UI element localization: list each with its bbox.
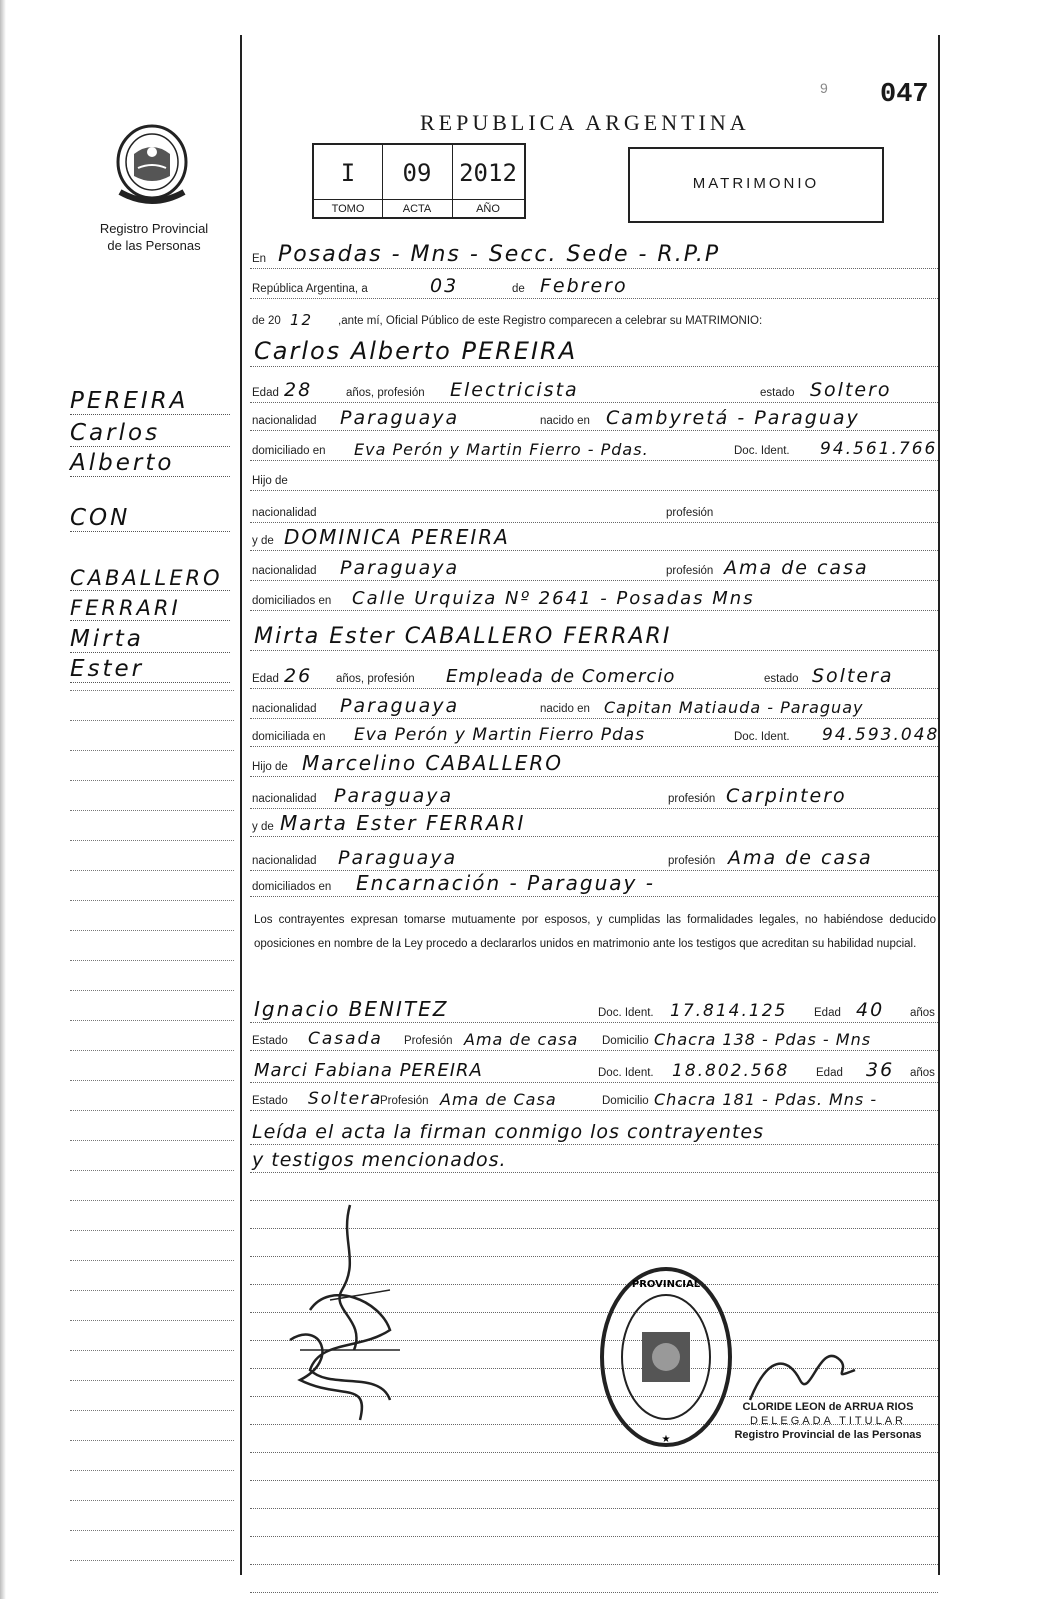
svg-text:PROVINCIAL: PROVINCIAL [631,1279,701,1290]
tomo-value: I [340,159,356,187]
blank-ruled-line [250,1176,938,1201]
bride-padres-dom-label: domiciliados en [252,881,332,893]
bride-padres-dom-row [250,872,938,897]
bride-nacido-label: nacido en [540,703,590,715]
margin-line-8: Ester [70,656,230,683]
witness1-doc: 17.814.125 [670,1001,788,1021]
margin-ruled-line [70,1080,234,1081]
official-title: DELEGADA TITULAR [750,1415,906,1427]
folio-number: 047 [880,80,929,110]
bride-padre: Marcelino CABALLERO [302,751,564,775]
registry-seal [596,1262,736,1452]
groom-padres-dom-label: domiciliados en [252,595,332,607]
witness2-domicilio: Chacra 181 - Pdas. Mns - [654,1090,878,1109]
margin-ruled-line [70,1020,234,1021]
margin-ruled-line [70,780,234,781]
groom-padres-dom-row [250,586,938,611]
margin-line-4: CON [70,505,230,532]
groom-age-row [250,378,938,403]
margin-ruled-line [70,1140,234,1141]
witness2-estado-label: Estado [252,1095,288,1107]
closing-row-1 [250,1116,938,1145]
margin-ruled-line [70,1380,234,1381]
date-row [250,274,938,299]
scan-edge [0,0,6,1599]
margin-ruled-line [70,900,234,901]
groom-edad: 28 [284,379,313,401]
margin-ruled-line [70,990,234,991]
groom-nac-label: nacionalidad [252,415,317,427]
box-labels [314,199,524,218]
groom-madre-prof: Ama de casa [724,557,869,579]
bride-profesion: Empleada de Comercio [446,666,676,687]
bride-estado-label: estado [764,673,799,685]
groom-domicilio: Eva Perón y Martin Fierro - Pdas. [354,440,649,459]
witness2-profesion: Ama de Casa [440,1090,557,1109]
bride-padre-prof-label: profesión [668,793,716,805]
groom-hijo-row [250,466,938,491]
registry-name-line1: Registro Provincial [99,221,209,236]
bride-hijo-row [250,752,938,777]
margin-ruled-line [70,1230,234,1231]
groom-madre-nac-label: nacionalidad [252,565,317,577]
bride-yde-label: y de [252,821,274,833]
acta-label: ACTA [382,200,453,218]
margin-ruled-line [70,1440,234,1441]
groom-dom-label: domiciliado en [252,445,326,457]
groom-estado-label: estado [760,387,795,399]
margin-rule-right [938,35,940,1575]
margin-ruled-line [70,1110,234,1111]
margin-ruled-line [70,1560,234,1561]
margin-line-1: PEREIRA [70,388,230,415]
declaration-text: Los contrayentes expresan tomarse mutuamente por esposos, y cumplidas las formalidades legales, no habiéndose deducido oposiciones en nombre de la Ley procedo a declararlos unidos en matrimonio ante los testigos que acreditan su habilidad nupcial. [254,914,936,950]
acta-value: 09 [402,159,432,187]
bride-padre-nac-row [250,784,938,809]
province-crest-icon [112,122,192,208]
blank-ruled-line [250,1512,938,1537]
groom-nac-row [250,406,938,431]
margin-line-3: Alberto [70,450,230,477]
bride-name: Mirta Ester CABALLERO FERRARI [254,624,672,649]
groom-hijo-label: Hijo de [252,475,288,487]
margin-line-2: Carlos [70,420,230,447]
margin-ruled-line [70,960,234,961]
margin-ruled-line [70,1500,234,1501]
bride-madre-nac: Paraguaya [338,847,458,869]
groom-madre-nac-row [250,556,938,581]
blank-ruled-line [250,1568,938,1593]
margin-ruled-line [70,840,234,841]
folio-prefix: 9 [820,80,828,96]
bride-dom-label: domiciliada en [252,731,326,743]
place-value: Posadas - Mns - Secc. Sede - R.P.P [278,242,721,267]
date-day: 03 [430,275,459,297]
groom-nacionalidad: Paraguaya [340,407,460,429]
margin-ruled-line [70,1200,234,1201]
official-office: Registro Provincial de las Personas [734,1429,922,1441]
bride-hijo-label: Hijo de [252,761,288,773]
witness1-profesion: Ama de casa [464,1030,579,1049]
registry-name-line2: de las Personas [107,238,201,253]
margin-line-6: FERRARI [70,596,230,621]
witness2-doc: 18.802.568 [672,1061,790,1081]
margin-ruled-line [70,810,234,811]
witness1-doc-label: Doc. Ident. [598,1007,654,1019]
tomo-label: TOMO [314,200,383,218]
groom-name: Carlos Alberto PEREIRA [254,337,578,365]
groom-madre: DOMINICA PEREIRA [284,525,510,549]
closing-row-2 [250,1146,938,1173]
bride-domicilio: Eva Perón y Martin Fierro Pdas [354,725,646,745]
groom-padre-nac-row [250,498,938,523]
bride-madre-nac-label: nacionalidad [252,855,317,867]
groom-nacido: Cambyretá - Paraguay [606,407,860,429]
groom-doc-label: Doc. Ident. [734,445,790,457]
groom-nacido-label: nacido en [540,415,590,427]
margin-ruled-line [70,1350,234,1351]
witness1-dom-label: Domicilio [602,1035,649,1047]
witness1-row [250,998,938,1023]
blank-ruled-line [250,1484,938,1509]
bride-madre-prof-label: profesión [668,855,716,867]
place-row [250,244,938,269]
margin-ruled-line [70,1290,234,1291]
margin-ruled-line [70,1050,234,1051]
bride-madre-prof: Ama de casa [728,847,873,869]
witness1-edad-label: Edad [814,1007,841,1019]
groom-estado: Soltero [810,379,892,401]
anio-label: AÑO [476,203,500,215]
intro-year-prefix: de 20 [252,315,281,327]
witness1-edad: 40 [856,999,885,1021]
witness2-prof-label: Profesión [380,1095,429,1107]
official-name: CLORIDE LEON de ARRUA RIOS [742,1401,914,1413]
bride-prof-label: años, profesión [336,673,415,685]
tomo-acta-anio-box [312,143,526,219]
margin-ruled-line [70,720,234,721]
witness1-anos-label: años [910,1007,935,1019]
intro-text: ,ante mí, Oficial Público de este Registro comparecen a celebrar su MATRIMONIO: [338,315,763,327]
witness1-prof-label: Profesión [404,1035,453,1047]
groom-madre-nac: Paraguaya [340,557,460,579]
groom-yde-label: y de [252,535,274,547]
act-type: MATRIMONIO [692,175,820,192]
bride-doc-label: Doc. Ident. [734,731,790,743]
margin-ruled-line [70,1410,234,1411]
margin-ruled-line [70,1470,234,1471]
margin-rule-left [240,35,242,1575]
date-month: Febrero [540,275,628,297]
witness1-estado-label: Estado [252,1035,288,1047]
intro-year-suffix: 12 [290,311,314,329]
witness2-anos-label: años [910,1067,935,1079]
groom-name-row [250,338,938,367]
groom-dom-row [250,436,938,461]
groom-doc: 94.561.766 [820,439,938,459]
bride-padre-nac: Paraguaya [334,785,454,807]
country-heading: REPUBLICA ARGENTINA [420,110,750,135]
bride-doc: 94.593.048 [822,725,940,745]
bride-padres-dom: Encarnación - Paraguay - [356,871,655,895]
closing-line1: Leída el acta la firman conmigo los contrayentes [252,1121,764,1143]
witness2-doc-label: Doc. Ident. [598,1067,654,1079]
margin-ruled-line [70,750,234,751]
closing-line2: y testigos mencionados. [252,1149,507,1171]
bride-madre: Marta Ester FERRARI [280,811,526,835]
margin-ruled-line [70,1170,234,1171]
witness2-edad-label: Edad [816,1067,843,1079]
groom-prof-label: años, profesión [346,387,425,399]
margin-line-7: Mirta [70,626,230,653]
bride-nac-row [250,694,938,719]
margin-ruled-line [70,1260,234,1261]
date-label: República Argentina, a [252,283,368,295]
bride-estado: Soltera [812,665,894,687]
groom-madre-prof-label: profesión [666,565,714,577]
bride-padre-nac-label: nacionalidad [252,793,317,805]
witness2-name: Marci Fabiana PEREIRA [254,1060,483,1081]
bride-edad: 26 [284,665,313,687]
registry-name [84,220,224,254]
witness2-estado: Soltera [308,1089,383,1109]
bride-madre-row [250,812,938,837]
act-type-box [628,147,884,223]
bride-age-row [250,664,938,689]
witness1-name: Ignacio BENITEZ [254,997,449,1021]
margin-ruled-line [70,690,234,691]
date-de-label: de [512,283,525,295]
margin-ruled-line [70,1530,234,1531]
groom-madre-row [250,526,938,551]
witness1-estado: Casada [308,1029,383,1049]
margin-line-5: CABALLERO [70,566,230,591]
blank-ruled-line [250,1540,938,1565]
witness2-edad: 36 [866,1059,895,1081]
groom-padre-nac-label: nacionalidad [252,507,317,519]
groom-edad-label: Edad [252,387,279,399]
signatures-scribble [270,1200,430,1430]
bride-nac-label: nacionalidad [252,703,317,715]
bride-edad-label: Edad [252,673,279,685]
witness2-dom-label: Domicilio [602,1095,649,1107]
witness2-row [250,1058,938,1083]
bride-dom-row [250,722,938,747]
anio-value: 2012 [459,159,517,187]
official-block [728,1400,928,1442]
groom-profesion: Electricista [450,379,579,401]
blank-ruled-line [250,1456,938,1481]
margin-ruled-line [70,870,234,871]
bride-madre-nac-row [250,846,938,871]
bride-nacionalidad: Paraguaya [340,695,460,717]
intro-row [250,306,938,330]
witness1-domicilio: Chacra 138 - Pdas - Mns [654,1030,872,1049]
bride-padre-prof: Carpintero [726,785,847,807]
bride-name-row [250,620,938,651]
margin-ruled-line [70,930,234,931]
witness2-detail-row [250,1086,938,1111]
groom-padres-dom: Calle Urquiza Nº 2641 - Posadas Mns [352,588,755,609]
groom-padre-prof-label: profesión [666,507,714,519]
place-label: En [252,253,267,265]
bride-nacido: Capitan Matiauda - Paraguay [604,698,864,717]
margin-ruled-line [70,1320,234,1321]
witness1-detail-row [250,1026,938,1051]
svg-text:★: ★ [661,1434,671,1445]
